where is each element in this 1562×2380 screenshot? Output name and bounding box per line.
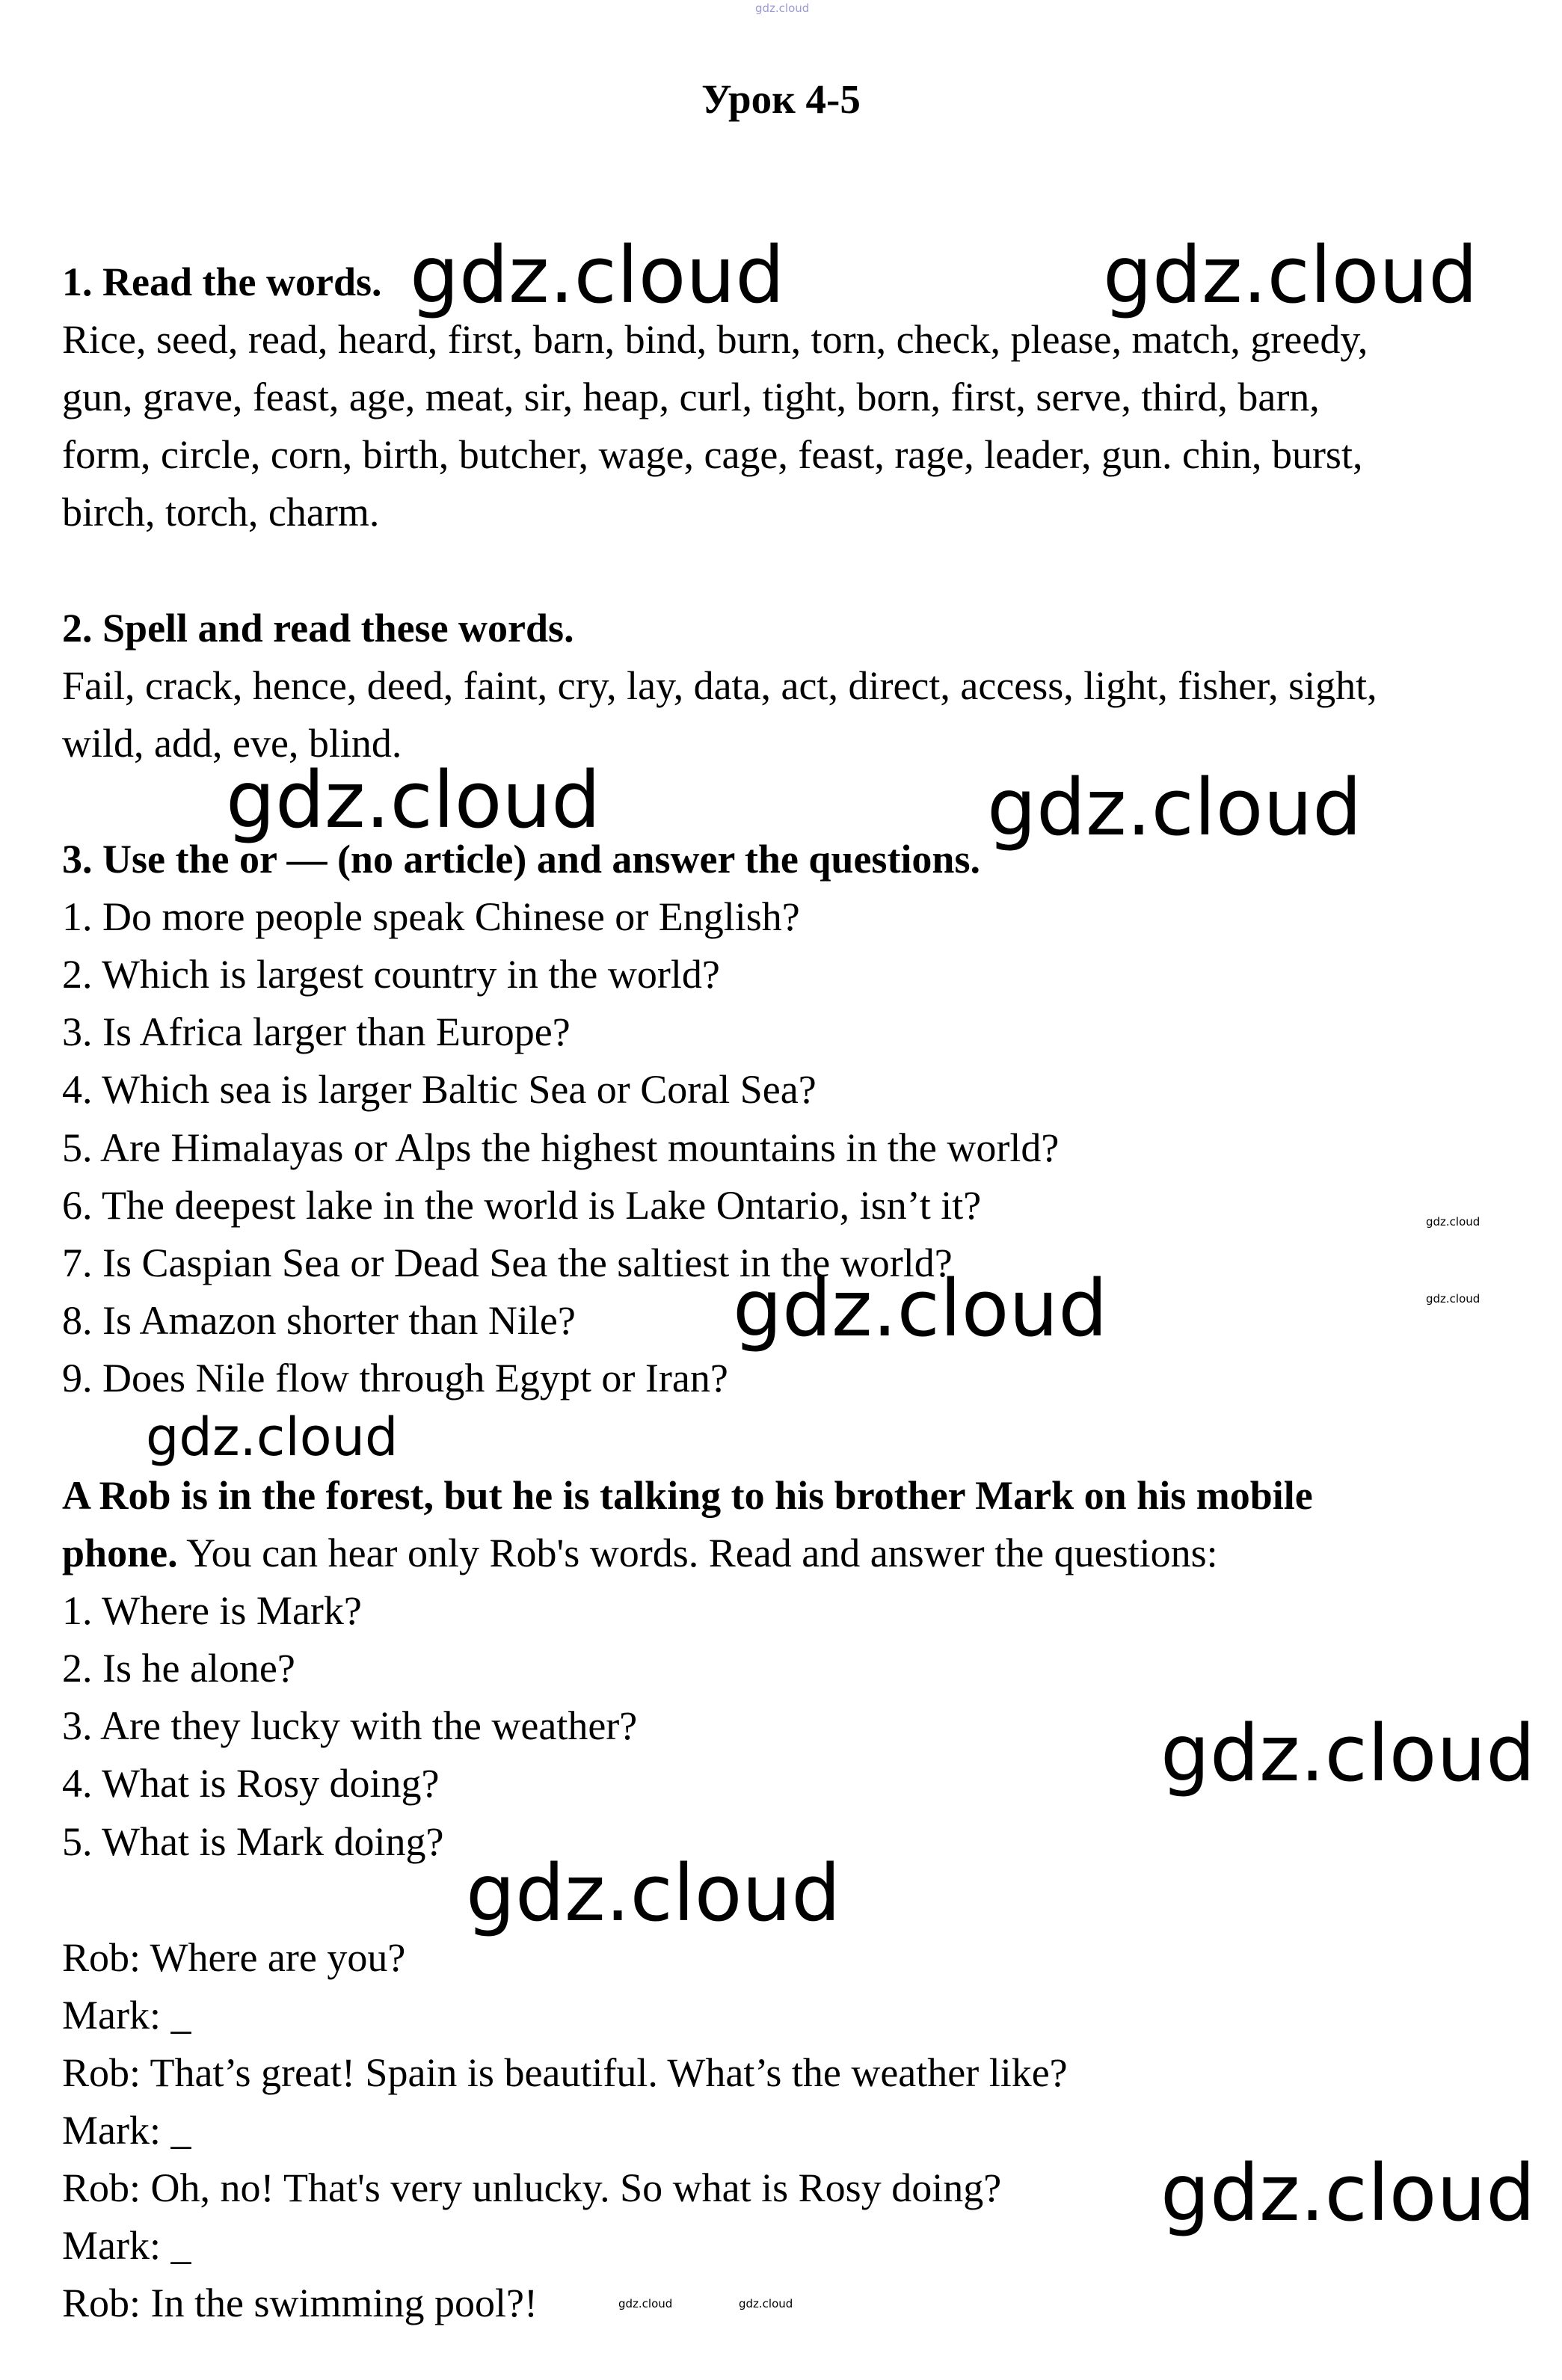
- section1-line-3: form, circle, corn, birth, butcher, wage, cage, feast, rage, leader, gun. chin, burst,: [62, 432, 1363, 477]
- watermark-small-1: gdz.cloud: [1426, 1215, 1480, 1229]
- page-title: Урок 4-5: [701, 76, 861, 122]
- section3-item-6: 6. The deepest lake in the world is Lake Ontario, isn’t it?: [62, 1183, 982, 1228]
- watermark-1: gdz.cloud: [410, 230, 785, 321]
- dialogue-line-1: Rob: Where are you?: [62, 1935, 406, 1980]
- section3-item-2: 2. Which is largest country in the world?: [62, 952, 720, 997]
- sectionA-heading-rest: You can hear only Rob's words. Read and answer the questions:: [177, 1531, 1218, 1575]
- section2-heading: 2. Spell and read these words.: [62, 606, 574, 651]
- watermark-6: gdz.cloud: [146, 1406, 399, 1468]
- watermark-5: gdz.cloud: [733, 1263, 1108, 1354]
- watermark-8: gdz.cloud: [466, 1848, 841, 1939]
- watermark-small-3: gdz.cloud: [618, 2297, 673, 2310]
- section3-item-1: 1. Do more people speak Chinese or English?: [62, 894, 800, 939]
- sectionA-question-2: 2. Is he alone?: [62, 1646, 295, 1691]
- watermark-2: gdz.cloud: [1103, 230, 1478, 321]
- section1-line-2: gun, grave, feast, age, meat, sir, heap, curl, tight, born, first, serve, third, barn,: [62, 375, 1320, 419]
- section3-item-3: 3. Is Africa larger than Europe?: [62, 1009, 571, 1054]
- watermark-small-2: gdz.cloud: [1426, 1292, 1480, 1306]
- sectionA-question-5: 5. What is Mark doing?: [62, 1819, 444, 1864]
- section1-line-4: birch, torch, charm.: [62, 490, 380, 535]
- section2-line-1: Fail, crack, hence, deed, faint, cry, lay, data, act, direct, access, light, fisher, sight,: [62, 663, 1377, 708]
- dialogue-line-4: Mark: _: [62, 2108, 191, 2153]
- dialogue-line-6: Mark: _: [62, 2223, 191, 2268]
- section1-line-1: Rice, seed, read, heard, first, barn, bind, burn, torn, check, please, match, greedy,: [62, 317, 1368, 362]
- section3-item-7: 7. Is Caspian Sea or Dead Sea the saltiest in the world?: [62, 1240, 953, 1285]
- section1-heading: 1. Read the words.: [62, 259, 382, 304]
- watermark-small-4: gdz.cloud: [739, 2297, 793, 2310]
- watermark-9: gdz.cloud: [1160, 2147, 1536, 2239]
- section2-line-2: wild, add, eve, blind.: [62, 721, 402, 766]
- section3-item-5: 5. Are Himalayas or Alps the highest mountains in the world?: [62, 1125, 1060, 1170]
- section3-item-9: 9. Does Nile flow through Egypt or Iran?: [62, 1356, 728, 1400]
- sectionA-question-1: 1. Where is Mark?: [62, 1588, 362, 1633]
- watermark-4: gdz.cloud: [987, 762, 1362, 853]
- watermark-top: gdz.cloud: [755, 1, 810, 15]
- watermark-7: gdz.cloud: [1160, 1708, 1536, 1799]
- watermark-3: gdz.cloud: [226, 754, 601, 846]
- dialogue-line-7: Rob: In the swimming pool?!: [62, 2281, 538, 2325]
- section3-item-4: 4. Which sea is larger Baltic Sea or Coral Sea?: [62, 1067, 817, 1112]
- section3-item-8: 8. Is Amazon shorter than Nile?: [62, 1298, 576, 1343]
- sectionA-heading-bold-part: phone.: [62, 1531, 178, 1575]
- dialogue-line-3: Rob: That’s great! Spain is beautiful. What’s the weather like?: [62, 2050, 1068, 2095]
- sectionA-question-3: 3. Are they lucky with the weather?: [62, 1703, 638, 1748]
- sectionA-question-4: 4. What is Rosy doing?: [62, 1761, 440, 1806]
- sectionA-heading-line-2: [62, 1529, 1218, 1577]
- sectionA-heading-line-1: A Rob is in the forest, but he is talking to his brother Mark on his mobile: [62, 1473, 1313, 1518]
- dialogue-line-2: Mark: _: [62, 1993, 191, 2038]
- section3-heading: 3. Use the or — (no article) and answer the questions.: [62, 837, 980, 882]
- dialogue-line-5: Rob: Oh, no! That's very unlucky. So what is Rosy doing?: [62, 2165, 1002, 2210]
